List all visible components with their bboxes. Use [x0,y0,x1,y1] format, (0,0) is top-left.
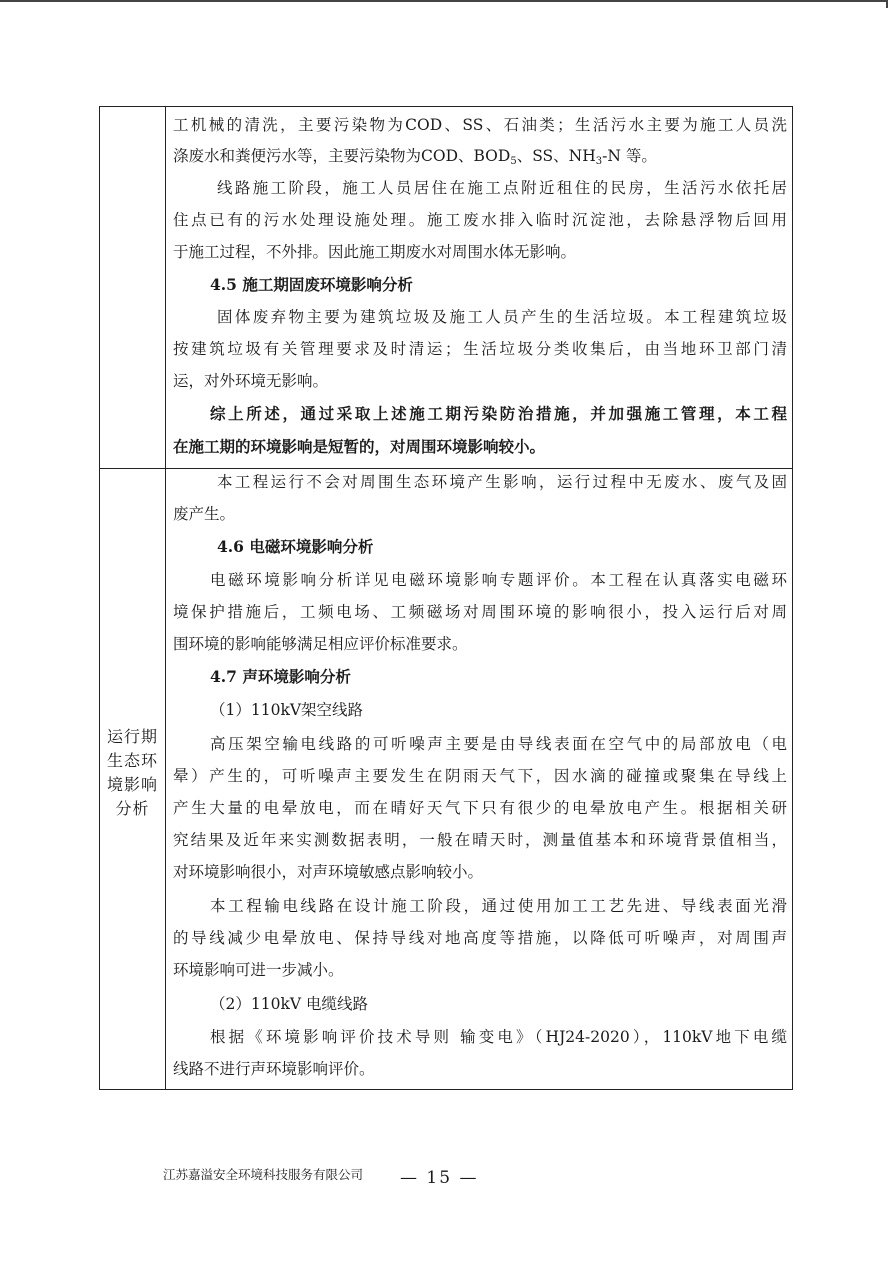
section-heading-4-7: 4.7 声环境影响分析 [210,667,351,686]
paragraph-line: 对环境影响很小，对声环境敏感点影响较小。 [173,863,484,881]
section-label-line: 分析 [115,799,150,818]
paragraph-line: 产生大量的电晕放电，而在晴好天气下只有很少的电晕放电产生。根据相关研 [173,799,787,817]
page-top-rule-edge [886,0,888,8]
section-label-line: 生态环 [106,751,158,770]
section-heading-4-6: 4.6 电磁环境影响分析 [217,537,374,556]
paragraph-line: 住点已有的污水处理设施处理。施工废水排入临时沉淀池，去除悬浮物后回用 [173,211,787,229]
content-table [99,106,793,1090]
subsection-heading: （1）110kV架空线路 [210,701,364,719]
section-heading-4-5: 4.5 施工期固废环境影响分析 [210,275,413,294]
section-label-line: 运行期 [106,727,158,746]
section-label-line: 境影响 [106,775,158,794]
page-number: — 15 — [400,1168,479,1188]
paragraph-line: 晕）产生的，可听噪声主要发生在阴雨天气下，因水滴的碰撞或聚集在导线上 [173,767,787,785]
paragraph-line: 高压架空输电线路的可听噪声主要是由导线表面在空气中的局部放电（电 [210,735,787,753]
summary-line: 在施工期的环境影响是短暂的，对周围环境影响较小。 [173,437,546,456]
footer-company: 江苏嘉溢安全环境科技服务有限公司 [163,1167,364,1182]
paragraph-line: 环境影响可进一步减小。 [173,961,344,979]
paragraph-line: 境保护措施后，工频电场、工频磁场对周围环境的影响很小，投入运行后对周 [173,603,787,621]
table-row-divider [100,468,792,469]
subsection-heading: （2）110kV 电缆线路 [210,995,368,1013]
table-column-divider [165,107,166,1089]
paragraph-line: 围环境的影响能够满足相应评价标准要求。 [173,635,468,653]
paragraph-line: 电磁环境影响分析详见电磁环境影响专题评价。本工程在认真落实电磁环 [210,571,787,589]
paragraph-line: 工机械的清洗，主要污染物为COD、SS、石油类；生活污水主要为施工人员洗 [173,116,787,134]
paragraph-line: 运，对外环境无影响。 [173,372,329,390]
paragraph-line: 根据《环境影响评价技术导则 输变电》（HJ24-2020），110kV地下电缆 [210,1028,787,1046]
paragraph-line: 固体废弃物主要为建筑垃圾及施工人员产生的生活垃圾。本工程建筑垃圾 [217,308,787,326]
paragraph-line: 按建筑垃圾有关管理要求及时清运；生活垃圾分类收集后，由当地环卫部门清 [173,340,787,358]
paragraph-line: 废产生。 [173,505,236,523]
page-top-rule [0,0,886,2]
paragraph-line: 的导线减少电晕放电、保持导线对地高度等措施，以降低可听噪声，对周围声 [173,929,787,947]
paragraph-line: 本工程运行不会对周围生态环境产生影响，运行过程中无废水、废气及固 [217,473,787,491]
paragraph-line: 于施工过程，不外排。因此施工期废水对周围水体无影响。 [173,243,577,261]
paragraph-line: 线路施工阶段，施工人员居住在施工点附近租住的民房，生活污水依托居 [217,179,787,197]
paragraph-line: 涤废水和粪便污水等，主要污染物为COD、$BOD_5$、SS、$NH_3-N$ 等。 [173,147,657,167]
paragraph-line: 究结果及近年来实测数据表明，一般在晴天时，测量值基本和环境背景值相当， [173,831,787,849]
paragraph-line: 线路不进行声环境影响评价。 [173,1060,375,1078]
section-label-cell [100,725,165,821]
summary-line: 综上所述，通过采取上述施工期污染防治措施，并加强施工管理，本工程 [210,404,787,423]
paragraph-line: 本工程输电线路在设计施工阶段，通过使用加工工艺先进、导线表面光滑 [210,897,787,915]
